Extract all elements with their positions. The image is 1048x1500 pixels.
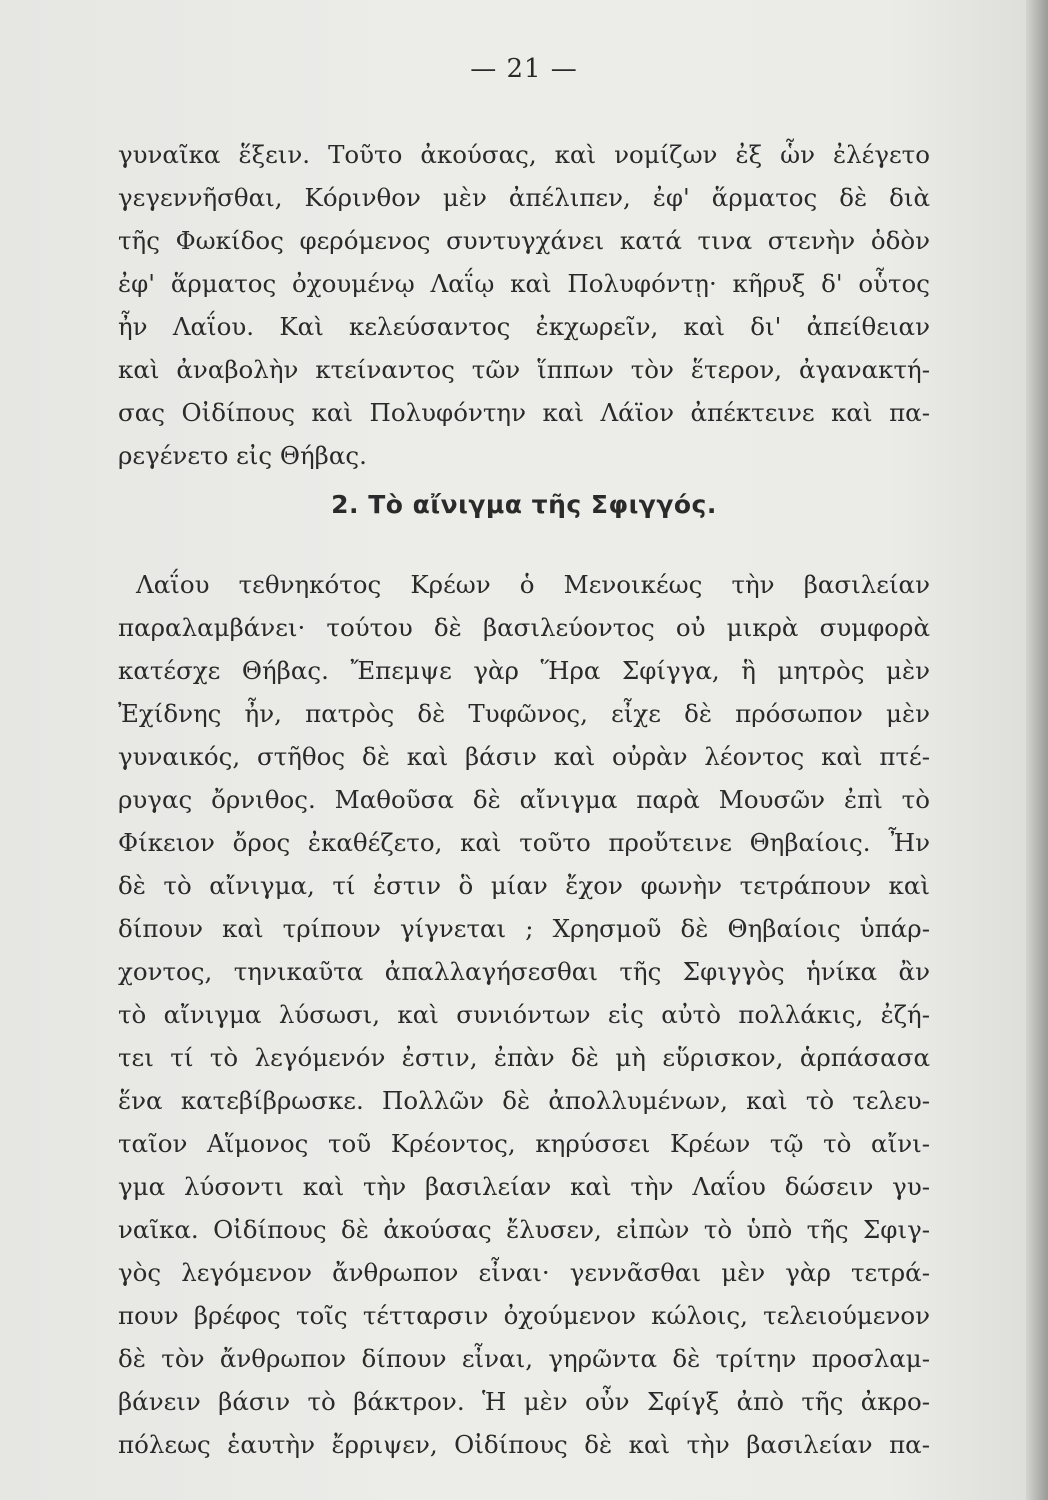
text-line: δὲ τὸν ἄνθρωπον δίπουν εἶναι, γηρῶντα δὲ τρίτην προσλαμ-	[118, 1344, 930, 1373]
text-line: χοντος, τηνικαῦτα ἀπαλλαγήσεσθαι τῆς Σφιγγὸς ἡνίκα ἂν	[118, 957, 930, 986]
text-line: δίπουν καὶ τρίπουν γίγνεται ; Χρησμοῦ δὲ Θηβαίοις ὑπάρ-	[118, 914, 930, 943]
page-number: — 21 —	[470, 54, 578, 84]
text-line: τὸ αἴνιγμα λύσωσι, καὶ συνιόντων εἰς αὐτὸ πολλάκις, ἐζή-	[118, 1000, 930, 1029]
text-line: ρυγας ὄρνιθος. Μαθοῦσα δὲ αἴνιγμα παρὰ Μουσῶν ἐπὶ τὸ	[118, 785, 930, 814]
text-line: παραλαμβάνει· τούτου δὲ βασιλεύοντος οὐ μικρὰ συμφορὰ	[118, 613, 930, 642]
text-line: καὶ ἀναβολὴν κτείναντος τῶν ἵππων τὸν ἕτερον, ἀγανακτή-	[118, 355, 930, 384]
text-line: ταῖον Αἵμονος τοῦ Κρέοντος, κηρύσσει Κρέων τῷ τὸ αἴνι-	[118, 1129, 930, 1158]
paragraph-1	[118, 133, 930, 477]
text-line: Λαΐου τεθνηκότος Κρέων ὁ Μενοικέως τὴν βασιλείαν	[136, 570, 930, 599]
text-line: ἦν Λαΐου. Καὶ κελεύσαντος ἐκχωρεῖν, καὶ δι' ἀπείθειαν	[118, 312, 930, 341]
text-line: γυναῖκα ἕξειν. Τοῦτο ἀκούσας, καὶ νομίζων ἐξ ὧν ἐλέγετο	[118, 140, 930, 169]
text-line: ἕνα κατεβίβρωσκε. Πολλῶν δὲ ἀπολλυμένων, καὶ τὸ τελευ-	[118, 1086, 930, 1115]
text-line: Ἐχίδνης ἦν, πατρὸς δὲ Τυφῶνος, εἶχε δὲ πρόσωπον μὲν	[118, 699, 930, 728]
text-line: Φίκειον ὄρος ἐκαθέζετο, καὶ τοῦτο προὔτεινε Θηβαίοις. Ἦν	[118, 828, 930, 857]
text-line: ρεγένετο εἰς Θήβας.	[118, 441, 367, 470]
text-line: τει τί τὸ λεγόμενόν ἐστιν, ἐπὰν δὲ μὴ εὕρισκον, ἁρπάσασα	[118, 1043, 930, 1072]
text-line: ναῖκα. Οἰδίπους δὲ ἀκούσας ἔλυσεν, εἰπὼν τὸ ὑπὸ τῆς Σφιγ-	[118, 1215, 930, 1244]
text-line: ἐφ' ἅρματος ὀχουμένῳ Λαΐῳ καὶ Πολυφόντῃ· κῆρυξ δ' οὗτος	[118, 269, 930, 298]
text-line: γεγεννῆσθαι, Κόρινθον μὲν ἀπέλιπεν, ἐφ' ἅρματος δὲ διὰ	[118, 183, 930, 212]
text-line: πόλεως ἑαυτὴν ἔρριψεν, Οἰδίπους δὲ καὶ τὴν βασιλείαν πα-	[118, 1430, 930, 1459]
text-line: βάνειν βάσιν τὸ βάκτρον. Ἡ μὲν οὖν Σφίγξ ἀπὸ τῆς ἀκρο-	[118, 1387, 930, 1416]
paragraph-2	[118, 563, 930, 1466]
text-line: γὸς λεγόμενον ἄνθρωπον εἶναι· γεννᾶσθαι μὲν γὰρ τετρά-	[118, 1258, 930, 1287]
text-line: τῆς Φωκίδος φερόμενος συντυγχάνει κατά τινα στενὴν ὁδὸν	[118, 226, 930, 255]
section-heading: 2. Τὸ αἴνιγμα τῆς Σφιγγός.	[331, 490, 717, 519]
page-gutter-shadow	[1026, 0, 1048, 1500]
text-line: δὲ τὸ αἴνιγμα, τί ἐστιν ὃ μίαν ἔχον φωνὴν τετράπουν καὶ	[118, 871, 930, 900]
text-line: σας Οἰδίπους καὶ Πολυφόντην καὶ Λάϊον ἀπέκτεινε καὶ πα-	[118, 398, 930, 427]
text-line: πουν βρέφος τοῖς τέτταρσιν ὀχούμενον κώλοις, τελειούμενον	[118, 1301, 930, 1330]
text-line: γμα λύσοντι καὶ τὴν βασιλείαν καὶ τὴν Λαΐου δώσειν γυ-	[118, 1172, 930, 1201]
text-line: κατέσχε Θήβας. Ἔπεμψε γὰρ Ἥρα Σφίγγα, ἣ μητρὸς μὲν	[118, 656, 930, 685]
text-line: γυναικός, στῆθος δὲ καὶ βάσιν καὶ οὐρὰν λέοντος καὶ πτέ-	[118, 742, 930, 771]
